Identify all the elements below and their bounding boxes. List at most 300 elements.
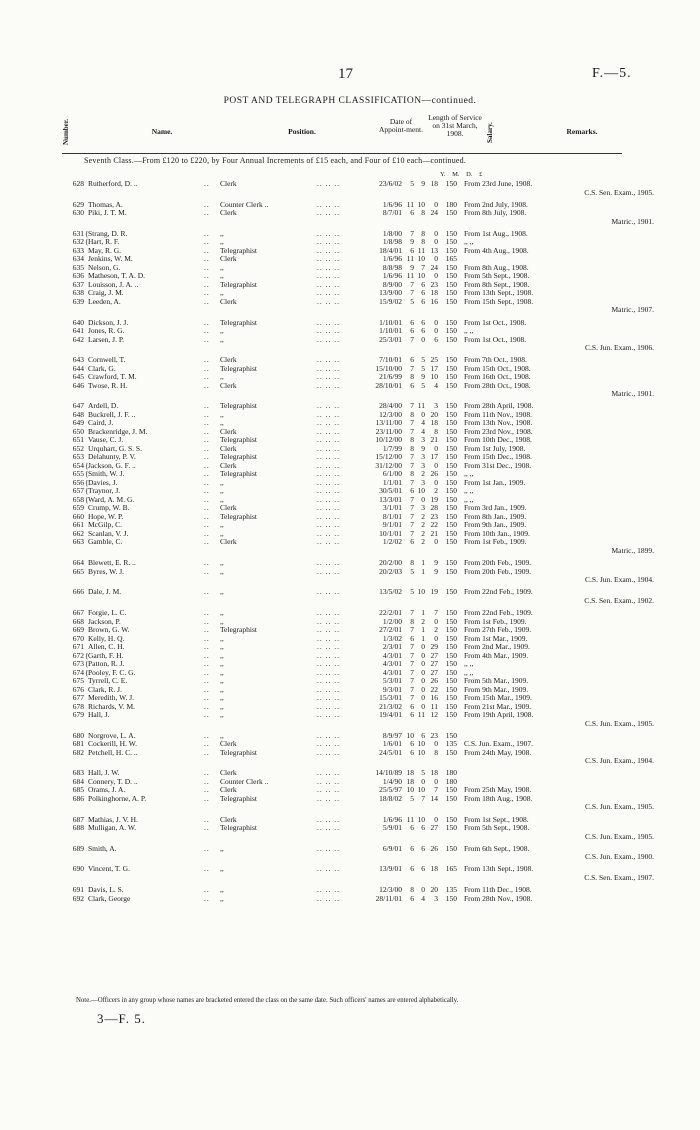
row-position: Telegraphist bbox=[220, 511, 257, 521]
row-leader: .. .. .. bbox=[317, 271, 340, 281]
row-position: Telegraphist bbox=[220, 823, 257, 833]
row-months: 10 bbox=[417, 587, 425, 597]
row-number: 673 bbox=[72, 659, 84, 668]
row-leader: .. .. .. bbox=[317, 380, 340, 390]
row-years: 11 bbox=[406, 254, 414, 264]
row-leader: .. .. .. bbox=[317, 326, 340, 336]
row-leader: .. .. .. bbox=[317, 893, 340, 903]
row-leader: .. .. .. bbox=[317, 676, 340, 685]
row-position: ,, bbox=[220, 486, 224, 496]
row-remarks: From 5th Sept., 1908. bbox=[464, 823, 530, 833]
row-remarks: ,, ,, bbox=[464, 486, 474, 496]
row-name: Urquhart, G. S. S. bbox=[88, 443, 142, 453]
row-days: 2 bbox=[434, 625, 438, 634]
table-row bbox=[62, 618, 632, 627]
row-name: McGilp, C. bbox=[88, 520, 122, 530]
row-name: Vincent, T. G. bbox=[88, 864, 130, 874]
row-days: 17 bbox=[430, 363, 438, 373]
row-name: Dickson, J. J. bbox=[88, 317, 129, 327]
row-days: 18 bbox=[430, 179, 438, 188]
row-number: 656 bbox=[72, 477, 84, 487]
row-remarks-continued: Matric., 1901. bbox=[611, 389, 654, 399]
row-days: 7 bbox=[434, 608, 438, 617]
row-remarks: From 8th Jan., 1909. bbox=[464, 511, 527, 521]
footnote: Note.—Officers in any group whose names are bracketed entered the class on the same date. Such officers' names are entered alphabetically. bbox=[76, 997, 459, 1004]
row-months: 0 bbox=[421, 676, 425, 685]
table-row bbox=[62, 428, 632, 437]
row-remarks: From 10th Jan., 1909. bbox=[464, 528, 530, 538]
row-name: Jones, R. G. bbox=[88, 326, 125, 336]
row-date: 1/4/90 bbox=[382, 776, 402, 786]
row-leader: .. bbox=[204, 793, 210, 803]
row-date: 21/6/99 bbox=[379, 372, 402, 382]
row-years: 6 bbox=[410, 710, 414, 719]
row-days: 16 bbox=[430, 693, 438, 702]
row-salary: 150 bbox=[445, 537, 457, 547]
row-name: Jackson, P. bbox=[88, 616, 121, 626]
row-name: Gamble, C. bbox=[88, 537, 123, 547]
row-leader: .. bbox=[204, 747, 210, 757]
table-row bbox=[62, 281, 632, 290]
row-name: Leeden, A. bbox=[88, 296, 121, 306]
row-days: 22 bbox=[430, 520, 438, 530]
row-years: 7 bbox=[410, 418, 414, 428]
row-remarks: ,, ,, bbox=[464, 494, 474, 504]
row-days: 23 bbox=[430, 730, 438, 740]
row-date: 13/11/00 bbox=[375, 418, 402, 428]
row-salary: 150 bbox=[445, 460, 457, 470]
row-days: 0 bbox=[434, 228, 438, 238]
row-number: 678 bbox=[72, 701, 84, 711]
row-remarks: From 28th Nov., 1908. bbox=[464, 893, 533, 903]
row-position: ,, bbox=[220, 893, 224, 903]
row-date: 9/1/01 bbox=[382, 520, 402, 530]
row-months: 0 bbox=[421, 494, 425, 504]
row-salary: 180 bbox=[445, 199, 457, 209]
row-years: 6 bbox=[410, 380, 414, 390]
header-length: Length of Service on 31st March, 1908. bbox=[428, 113, 482, 138]
row-position: ,, bbox=[220, 288, 224, 298]
row-leader: .. .. .. bbox=[317, 667, 340, 677]
row-salary: 135 bbox=[445, 739, 457, 749]
row-position: ,, bbox=[220, 228, 224, 238]
row-days: 18 bbox=[430, 768, 438, 778]
table-row bbox=[62, 660, 632, 669]
table-row bbox=[62, 703, 632, 712]
table-row bbox=[62, 264, 632, 273]
table-row bbox=[62, 769, 632, 778]
row-name: Buckrell, J. F. .. bbox=[88, 409, 136, 419]
row-date: 28/11/01 bbox=[375, 893, 402, 903]
row-date: 8/7/01 bbox=[382, 208, 402, 218]
row-position: Counter Clerk .. bbox=[220, 199, 269, 209]
row-position: Clerk bbox=[220, 460, 237, 470]
row-bracket: { bbox=[85, 659, 89, 668]
row-name: Brown, G. W. bbox=[88, 625, 130, 634]
row-leader: .. .. .. bbox=[317, 254, 340, 264]
row-leader: .. bbox=[204, 334, 210, 344]
row-position: Telegraphist bbox=[220, 279, 257, 289]
row-number: 677 bbox=[72, 693, 84, 702]
row-name: Smith, A. bbox=[88, 843, 117, 853]
row-months: 11 bbox=[417, 710, 425, 719]
row-leader: .. bbox=[204, 776, 210, 786]
row-remarks: From 27th Feb., 1909. bbox=[464, 625, 532, 634]
row-number: 653 bbox=[72, 452, 84, 462]
row-days: 27 bbox=[430, 823, 438, 833]
row-months: 2 bbox=[421, 469, 425, 479]
row-name: Meredith, W. J. bbox=[88, 693, 135, 702]
row-leader: .. bbox=[204, 537, 210, 547]
row-date: 25/3/01 bbox=[379, 334, 402, 344]
row-months: 0 bbox=[421, 693, 425, 702]
row-months: 6 bbox=[421, 864, 425, 874]
row-number: 692 bbox=[72, 893, 84, 903]
row-leader: .. .. .. bbox=[317, 245, 340, 255]
row-years: 5 bbox=[410, 179, 414, 188]
row-remarks: From 23rd June, 1908. bbox=[464, 179, 533, 188]
row-position: Counter Clerk .. bbox=[220, 776, 269, 786]
table-row bbox=[62, 445, 632, 454]
row-number: 669 bbox=[72, 625, 84, 634]
row-months: 9 bbox=[421, 372, 425, 382]
row-bracket: { bbox=[85, 494, 89, 504]
row-leader: .. .. .. bbox=[317, 608, 340, 617]
row-name: Tyrrell, C. E. bbox=[88, 676, 128, 685]
row-salary: 150 bbox=[445, 288, 457, 298]
class-heading: Seventh Class.—From £120 to £220, by Four Annual Increments of £15 each, and Four of £10 each—continued. bbox=[84, 156, 467, 165]
row-years: 6 bbox=[410, 864, 414, 874]
row-months: 6 bbox=[421, 296, 425, 306]
row-date: 7/10/01 bbox=[379, 355, 402, 365]
row-leader: .. .. .. bbox=[317, 558, 340, 568]
header-salary: Salary. bbox=[486, 122, 494, 144]
row-years: 7 bbox=[410, 426, 414, 436]
row-remarks: From 10th Dec., 1908. bbox=[464, 435, 532, 445]
row-number: 650 bbox=[72, 426, 84, 436]
row-years: 7 bbox=[410, 520, 414, 530]
table-row bbox=[62, 272, 632, 281]
row-years: 7 bbox=[410, 511, 414, 521]
row-date: 1/1/01 bbox=[382, 477, 402, 487]
row-position: Telegraphist bbox=[220, 363, 257, 373]
row-remarks-continued: Matric., 1901. bbox=[611, 216, 654, 226]
row-leader: .. bbox=[204, 520, 210, 530]
row-leader: .. .. .. bbox=[317, 494, 340, 504]
row-date: 15/12/00 bbox=[375, 452, 402, 462]
row-name: Crawford, T. M. bbox=[88, 372, 137, 382]
row-date: 23/11/00 bbox=[375, 426, 402, 436]
row-number: 630 bbox=[72, 208, 84, 218]
row-salary: 150 bbox=[445, 823, 457, 833]
row-date: 15/3/01 bbox=[379, 693, 402, 702]
row-remarks: ,, ,, bbox=[464, 659, 474, 668]
row-number: 636 bbox=[72, 271, 84, 281]
row-number: 664 bbox=[72, 558, 84, 568]
row-position: ,, bbox=[220, 558, 224, 568]
row-position: Telegraphist bbox=[220, 317, 257, 327]
row-months: 4 bbox=[421, 426, 425, 436]
row-number: 658 bbox=[72, 494, 84, 504]
row-name: Hall, J. W. bbox=[88, 768, 120, 778]
row-leader: .. .. .. bbox=[317, 693, 340, 702]
row-remarks-continued: C.S. Jun. Exam., 1904. bbox=[585, 756, 654, 766]
row-salary: 150 bbox=[445, 372, 457, 382]
table-row bbox=[62, 255, 632, 264]
row-months: 5 bbox=[421, 768, 425, 778]
row-date: 23/6/02 bbox=[379, 179, 402, 188]
row-remarks: From 15th Dec., 1908. bbox=[464, 452, 532, 462]
table-row bbox=[62, 530, 632, 539]
row-number: 634 bbox=[72, 254, 84, 264]
row-number: 685 bbox=[72, 785, 84, 795]
row-months: 7 bbox=[421, 793, 425, 803]
row-position: ,, bbox=[220, 271, 224, 281]
row-date: 20/2/00 bbox=[379, 558, 402, 568]
table-row bbox=[62, 238, 632, 247]
row-remarks: From 25th May, 1908. bbox=[464, 785, 532, 795]
table-row bbox=[62, 559, 632, 568]
row-leader: .. bbox=[204, 228, 210, 238]
row-position: ,, bbox=[220, 642, 224, 651]
row-bracket: { bbox=[85, 469, 89, 479]
row-salary: 165 bbox=[445, 254, 457, 264]
row-days: 13 bbox=[430, 245, 438, 255]
table-row bbox=[62, 296, 654, 315]
row-salary: 150 bbox=[445, 616, 457, 626]
row-months: 11 bbox=[417, 245, 425, 255]
row-leader: .. .. .. bbox=[317, 426, 340, 436]
row-name: Larsen, J. P. bbox=[88, 334, 125, 344]
row-remarks: From 21st Mar., 1909. bbox=[464, 701, 532, 711]
row-leader: .. .. .. bbox=[317, 372, 340, 382]
row-months: 0 bbox=[421, 650, 425, 660]
row-months: 1 bbox=[421, 625, 425, 634]
row-years: 6 bbox=[410, 537, 414, 547]
row-days: 20 bbox=[430, 885, 438, 895]
row-name: Smith, W. J. bbox=[88, 469, 125, 479]
row-number: 635 bbox=[72, 262, 84, 272]
row-salary: 150 bbox=[445, 279, 457, 289]
row-name: Polkinghorne, A. P. bbox=[88, 793, 147, 803]
row-days: 18 bbox=[430, 864, 438, 874]
row-remarks: From 8th July, 1908. bbox=[464, 208, 527, 218]
row-position: ,, bbox=[220, 566, 224, 576]
row-years: 18 bbox=[406, 768, 414, 778]
row-years: 6 bbox=[410, 843, 414, 853]
row-number: 646 bbox=[72, 380, 84, 390]
row-days: 28 bbox=[430, 503, 438, 513]
row-position: ,, bbox=[220, 477, 224, 487]
row-leader: .. bbox=[204, 587, 210, 597]
header-date: Date of Appoint-ment. bbox=[379, 117, 423, 134]
row-months: 5 bbox=[421, 380, 425, 390]
row-position: ,, bbox=[220, 667, 224, 677]
row-months: 0 bbox=[421, 642, 425, 651]
row-number: 645 bbox=[72, 372, 84, 382]
row-name: Jenkins, W. M. bbox=[88, 254, 133, 264]
row-remarks-continued: C.S. Jun. Exam., 1906. bbox=[585, 343, 654, 353]
row-years: 7 bbox=[410, 279, 414, 289]
row-date: 8/9/97 bbox=[382, 730, 402, 740]
row-number: 651 bbox=[72, 435, 84, 445]
row-salary: 150 bbox=[445, 701, 457, 711]
row-name: Patton, R. J. bbox=[88, 659, 125, 668]
table-row bbox=[62, 201, 632, 210]
row-leader: .. .. .. bbox=[317, 776, 340, 786]
row-name: Ward, A. M. G. bbox=[88, 494, 135, 504]
row-salary: 150 bbox=[445, 684, 457, 694]
row-name: May, R. G. bbox=[88, 245, 122, 255]
row-days: 9 bbox=[434, 566, 438, 576]
row-bracket: { bbox=[85, 650, 89, 660]
row-position: Clerk bbox=[220, 296, 237, 306]
row-days: 18 bbox=[430, 418, 438, 428]
row-salary: 180 bbox=[445, 776, 457, 786]
row-position: ,, bbox=[220, 418, 224, 428]
row-days: 0 bbox=[434, 199, 438, 209]
row-leader: .. .. .. bbox=[317, 208, 340, 218]
row-remarks: ,, ,, bbox=[464, 469, 474, 479]
row-date: 25/5/97 bbox=[379, 785, 402, 795]
row-months: 8 bbox=[421, 208, 425, 218]
row-months: 2 bbox=[421, 537, 425, 547]
row-leader: .. bbox=[204, 435, 210, 445]
row-years: 6 bbox=[410, 208, 414, 218]
row-leader: .. bbox=[204, 625, 210, 634]
row-name: Byres, W. J. bbox=[88, 566, 125, 576]
row-number: 654 bbox=[72, 460, 84, 470]
row-days: 0 bbox=[434, 326, 438, 336]
row-position: ,, bbox=[220, 633, 224, 643]
row-leader: .. .. .. bbox=[317, 199, 340, 209]
row-months: 0 bbox=[421, 409, 425, 419]
row-name: Norgrove, L. A. bbox=[88, 730, 136, 740]
row-months: 6 bbox=[421, 317, 425, 327]
row-salary: 150 bbox=[445, 296, 457, 306]
row-name: Jackson, G. F. .. bbox=[88, 460, 136, 470]
row-name: Orams, J. A. bbox=[88, 785, 126, 795]
row-days: 25 bbox=[430, 355, 438, 365]
row-leader: .. .. .. bbox=[317, 486, 340, 496]
row-number: 680 bbox=[72, 730, 84, 740]
row-months: 1 bbox=[421, 566, 425, 576]
row-remarks: From 6th Sept., 1908. bbox=[464, 843, 530, 853]
row-days: 21 bbox=[430, 435, 438, 445]
row-number: 689 bbox=[72, 843, 84, 853]
row-months: 8 bbox=[421, 228, 425, 238]
row-name: Dale, J. M. bbox=[88, 587, 122, 597]
row-years: 9 bbox=[410, 262, 414, 272]
row-leader: .. .. .. bbox=[317, 710, 340, 719]
row-years: 6 bbox=[410, 823, 414, 833]
row-years: 10 bbox=[406, 785, 414, 795]
header-name: Name. bbox=[151, 127, 173, 136]
row-leader: .. bbox=[204, 710, 210, 719]
row-position: Telegraphist bbox=[220, 793, 257, 803]
row-remarks: From 11th Nov., 1908. bbox=[464, 409, 532, 419]
row-years: 11 bbox=[406, 271, 414, 281]
row-leader: .. .. .. bbox=[317, 814, 340, 824]
row-months: 0 bbox=[421, 667, 425, 677]
row-salary: 150 bbox=[445, 363, 457, 373]
row-date: 9/3/01 bbox=[382, 684, 402, 694]
row-leader: .. bbox=[204, 317, 210, 327]
row-remarks: From 22nd Feb., 1909. bbox=[464, 587, 533, 597]
row-leader: .. bbox=[204, 676, 210, 685]
row-days: 0 bbox=[434, 739, 438, 749]
row-date: 8/9/00 bbox=[382, 279, 402, 289]
table-row bbox=[62, 334, 654, 353]
row-date: 4/3/01 bbox=[382, 659, 402, 668]
row-salary: 150 bbox=[445, 503, 457, 513]
row-number: 647 bbox=[72, 401, 84, 411]
row-remarks: From 15th Sept., 1908. bbox=[464, 296, 534, 306]
row-remarks: From 20th Feb., 1909. bbox=[464, 566, 532, 576]
row-position: ,, bbox=[220, 676, 224, 685]
row-remarks: From 22nd Feb., 1909. bbox=[464, 608, 533, 617]
row-position: ,, bbox=[220, 710, 224, 719]
row-leader: .. bbox=[204, 785, 210, 795]
row-months: 3 bbox=[421, 452, 425, 462]
row-salary: 150 bbox=[445, 667, 457, 677]
row-salary: 180 bbox=[445, 768, 457, 778]
row-number: 659 bbox=[72, 503, 84, 513]
row-salary: 150 bbox=[445, 326, 457, 336]
row-date: 8/8/98 bbox=[382, 262, 402, 272]
row-months: 2 bbox=[421, 520, 425, 530]
table-row bbox=[62, 566, 654, 585]
row-years: 9 bbox=[410, 237, 414, 247]
row-salary: 150 bbox=[445, 245, 457, 255]
row-leader: .. bbox=[204, 494, 210, 504]
table-row bbox=[62, 470, 632, 479]
row-years: 7 bbox=[410, 693, 414, 702]
row-salary: 150 bbox=[445, 355, 457, 365]
row-date: 3/1/01 bbox=[382, 503, 402, 513]
table-row bbox=[62, 453, 632, 462]
table-row bbox=[62, 677, 632, 686]
row-position: ,, bbox=[220, 885, 224, 895]
row-number: 640 bbox=[72, 317, 84, 327]
row-leader: .. bbox=[204, 271, 210, 281]
row-name: Traynor, J. bbox=[88, 486, 121, 496]
row-leader: .. bbox=[204, 363, 210, 373]
row-leader: .. bbox=[204, 237, 210, 247]
row-salary: 150 bbox=[445, 793, 457, 803]
table-row bbox=[62, 327, 632, 336]
document-title: POST AND TELEGRAPH CLASSIFICATION—continued. bbox=[223, 96, 477, 106]
row-leader: .. bbox=[204, 460, 210, 470]
row-leader: .. .. .. bbox=[317, 633, 340, 643]
row-days: 0 bbox=[434, 254, 438, 264]
row-name: Allen, C. H. bbox=[88, 642, 125, 651]
row-days: 18 bbox=[430, 288, 438, 298]
row-days: 0 bbox=[434, 443, 438, 453]
row-number: 639 bbox=[72, 296, 84, 306]
row-months: 3 bbox=[421, 435, 425, 445]
row-number: 690 bbox=[72, 864, 84, 874]
row-leader: .. .. .. bbox=[317, 520, 340, 530]
row-leader: .. bbox=[204, 558, 210, 568]
row-position: Telegraphist bbox=[220, 401, 257, 411]
row-position: ,, bbox=[220, 409, 224, 419]
table-row bbox=[62, 247, 632, 256]
row-position: ,, bbox=[220, 730, 224, 740]
row-leader: .. bbox=[204, 288, 210, 298]
row-days: 0 bbox=[434, 477, 438, 487]
row-name: Hall, J. bbox=[88, 710, 110, 719]
